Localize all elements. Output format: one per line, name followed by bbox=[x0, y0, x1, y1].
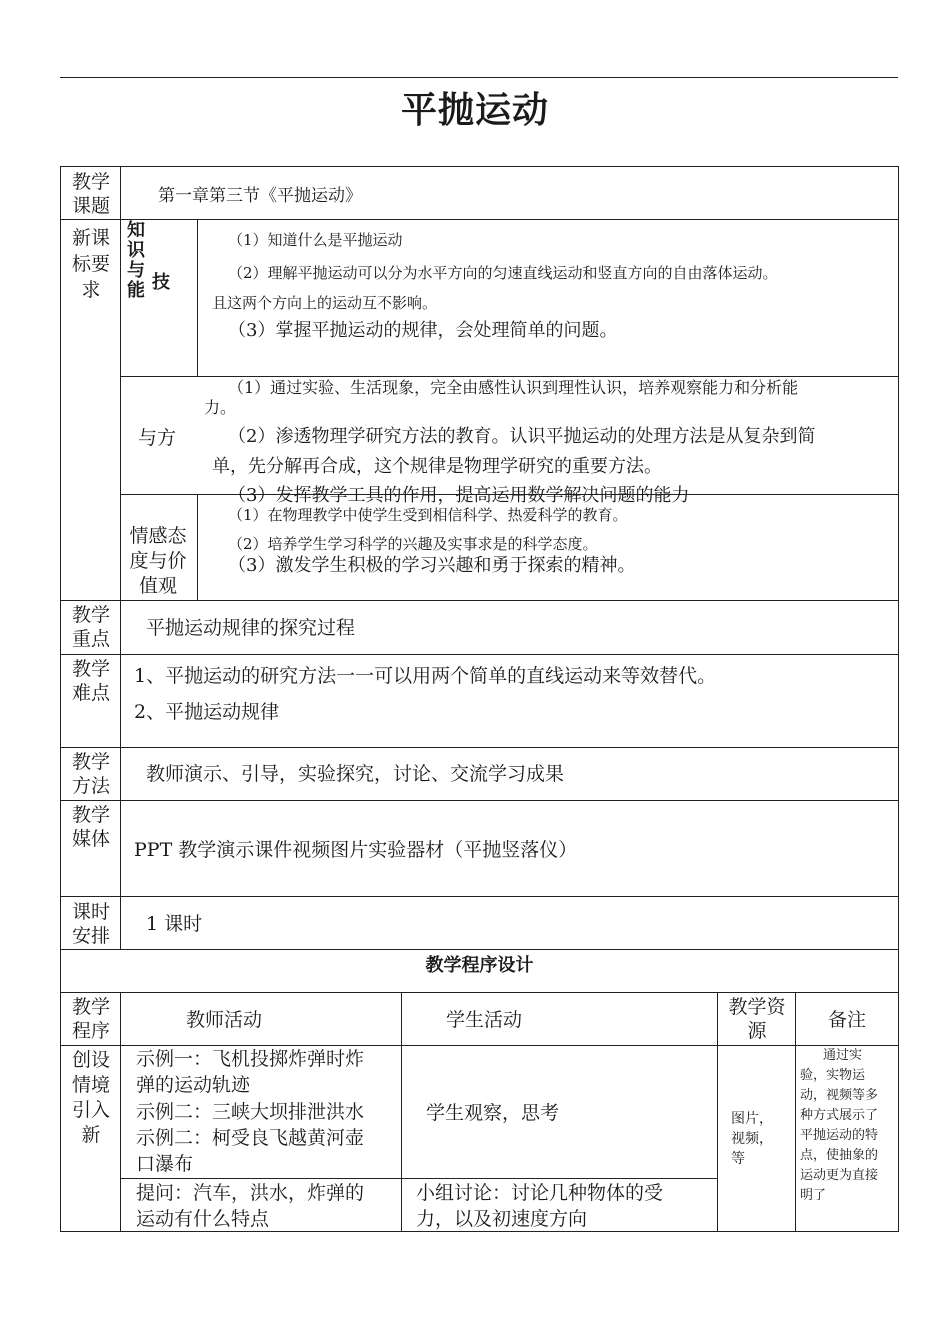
method-value: 教师演示、引导，实验探究，讨论、交流学习成果 bbox=[146, 763, 565, 785]
table-border-right bbox=[898, 166, 899, 1232]
knowledge-label-b: 技 bbox=[152, 272, 170, 293]
design-col-divider bbox=[120, 992, 121, 1231]
intro-student: 学生观察，思考 bbox=[426, 1102, 560, 1124]
intro-resource-line: 图片， bbox=[731, 1111, 773, 1127]
topic-value: 第一章第三节《平抛运动》 bbox=[158, 186, 362, 206]
intro-note-line: 种方式展示了 bbox=[800, 1108, 879, 1123]
intro-note-line: 验，实物运 bbox=[800, 1068, 866, 1083]
difficulty-label: 教学难点 bbox=[71, 658, 110, 704]
design-header-divider bbox=[60, 1045, 899, 1046]
label-column-divider bbox=[120, 166, 121, 949]
key-point-label: 教学重点 bbox=[71, 604, 110, 650]
row-divider bbox=[60, 949, 899, 950]
table-border-top bbox=[60, 166, 899, 167]
intro-resource-line: 等 bbox=[731, 1151, 745, 1167]
standards-subdivider bbox=[197, 494, 198, 600]
header-rule bbox=[60, 77, 898, 78]
intro-teacher-line: 弹的运动轨迹 bbox=[136, 1074, 251, 1096]
time-value: 1 课时 bbox=[146, 913, 203, 935]
intro-teacher-line: 示例二：三峡大坝排泄洪水 bbox=[136, 1101, 365, 1123]
process-cell bbox=[198, 377, 897, 506]
intro-note-line: 动，视频等多 bbox=[800, 1088, 879, 1103]
intro-note-line: 通过实 bbox=[823, 1048, 863, 1063]
header-procedure: 教学程序 bbox=[71, 996, 110, 1042]
intro-note-line: 明了 bbox=[800, 1188, 827, 1203]
intro-question-line: 运动有什么特点 bbox=[136, 1208, 270, 1230]
standards-label: 新课标要求 bbox=[71, 227, 110, 301]
difficulty-item: 2、平抛运动规律 bbox=[134, 701, 280, 723]
method-label: 教学方法 bbox=[71, 751, 110, 797]
process-item: 单，先分解再合成，这个规律是物理学研究的重要方法。 bbox=[212, 456, 662, 477]
process-item: （1）通过实验、生活现象，完全由感性认识到理性认识，培养观察能力和分析能 bbox=[228, 378, 799, 397]
header-note: 备注 bbox=[828, 1009, 867, 1031]
design-heading: 教学程序设计 bbox=[425, 955, 534, 976]
knowledge-label: 知识与能 bbox=[127, 220, 145, 301]
design-inner-divider bbox=[120, 1178, 717, 1179]
row-divider bbox=[60, 747, 899, 748]
row-divider bbox=[60, 800, 899, 801]
intro-teacher-line: 口瀑布 bbox=[136, 1153, 194, 1175]
intro-note-line: 运动更为直接 bbox=[800, 1168, 879, 1183]
media-value: PPT 教学演示课件视频图片实验器材（平抛竖落仪） bbox=[134, 839, 578, 861]
process-item: 力。 bbox=[204, 398, 237, 417]
knowledge-item: 且这两个方向上的运动互不影响。 bbox=[212, 294, 438, 312]
knowledge-item: （3）掌握平抛运动的规律，会处理简单的问题。 bbox=[228, 320, 618, 341]
intro-discuss-line: 小组讨论：讨论几种物体的受 bbox=[416, 1182, 664, 1204]
header-student: 学生活动 bbox=[446, 1009, 523, 1031]
emotion-item: （1）在物理教学中使学生受到相信科学、热爱科学的教育。 bbox=[228, 506, 628, 524]
row-divider bbox=[60, 896, 899, 897]
intro-note-line: 点，使抽象的 bbox=[800, 1148, 879, 1163]
intro-note-line: 平抛运动的特 bbox=[800, 1128, 879, 1143]
process-label: 与方 bbox=[137, 427, 176, 449]
intro-discuss-line: 力，以及初速度方向 bbox=[416, 1208, 588, 1230]
media-label: 教学媒体 bbox=[71, 804, 110, 850]
intro-question-line: 提问：汽车，洪水，炸弹的 bbox=[136, 1182, 365, 1204]
design-col-divider bbox=[795, 992, 796, 1231]
page-title: 平抛运动 bbox=[400, 90, 549, 131]
design-col-divider bbox=[401, 992, 402, 1231]
intro-teacher-line: 示例二：柯受良飞越黄河壶 bbox=[136, 1127, 365, 1149]
emotion-item: （2）培养学生学习科学的兴趣及实事求是的科学态度。 bbox=[228, 535, 598, 553]
row-divider bbox=[60, 600, 899, 601]
knowledge-item: （1）知道什么是平抛运动 bbox=[228, 231, 403, 249]
row-divider bbox=[60, 654, 899, 655]
intro-procedure: 创设情境引入新 bbox=[71, 1049, 110, 1146]
header-teacher: 教师活动 bbox=[186, 1009, 263, 1031]
topic-label: 教学课题 bbox=[71, 171, 110, 217]
row-divider bbox=[60, 992, 899, 993]
time-label: 课时安排 bbox=[71, 901, 110, 947]
header-resource: 教学资源 bbox=[728, 996, 786, 1042]
process-item: （3）发挥教学工具的作用，提高运用数学解决问题的能力 bbox=[228, 485, 690, 506]
intro-teacher-line: 示例一：飞机投掷炸弹时炸 bbox=[136, 1048, 365, 1070]
key-point-value: 平抛运动规律的探究过程 bbox=[146, 617, 356, 639]
difficulty-item: 1、平抛运动的研究方法一一可以用两个简单的直线运动来等效替代。 bbox=[134, 665, 717, 687]
intro-resource-line: 视频， bbox=[731, 1131, 773, 1147]
emotion-label: 情感态度与价值观 bbox=[129, 525, 187, 597]
row-divider bbox=[60, 219, 899, 220]
emotion-item: （3）激发学生积极的学习兴趣和勇于探索的精神。 bbox=[228, 555, 636, 576]
knowledge-item: （2）理解平抛运动可以分为水平方向的匀速直线运动和竖直方向的自由落体运动。 bbox=[228, 264, 778, 282]
design-col-divider bbox=[717, 992, 718, 1231]
table-border-left bbox=[60, 166, 61, 1232]
standards-subdivider bbox=[197, 219, 198, 376]
process-item: （2）渗透物理学研究方法的教育。认识平抛运动的处理方法是从复杂到简 bbox=[228, 426, 816, 447]
